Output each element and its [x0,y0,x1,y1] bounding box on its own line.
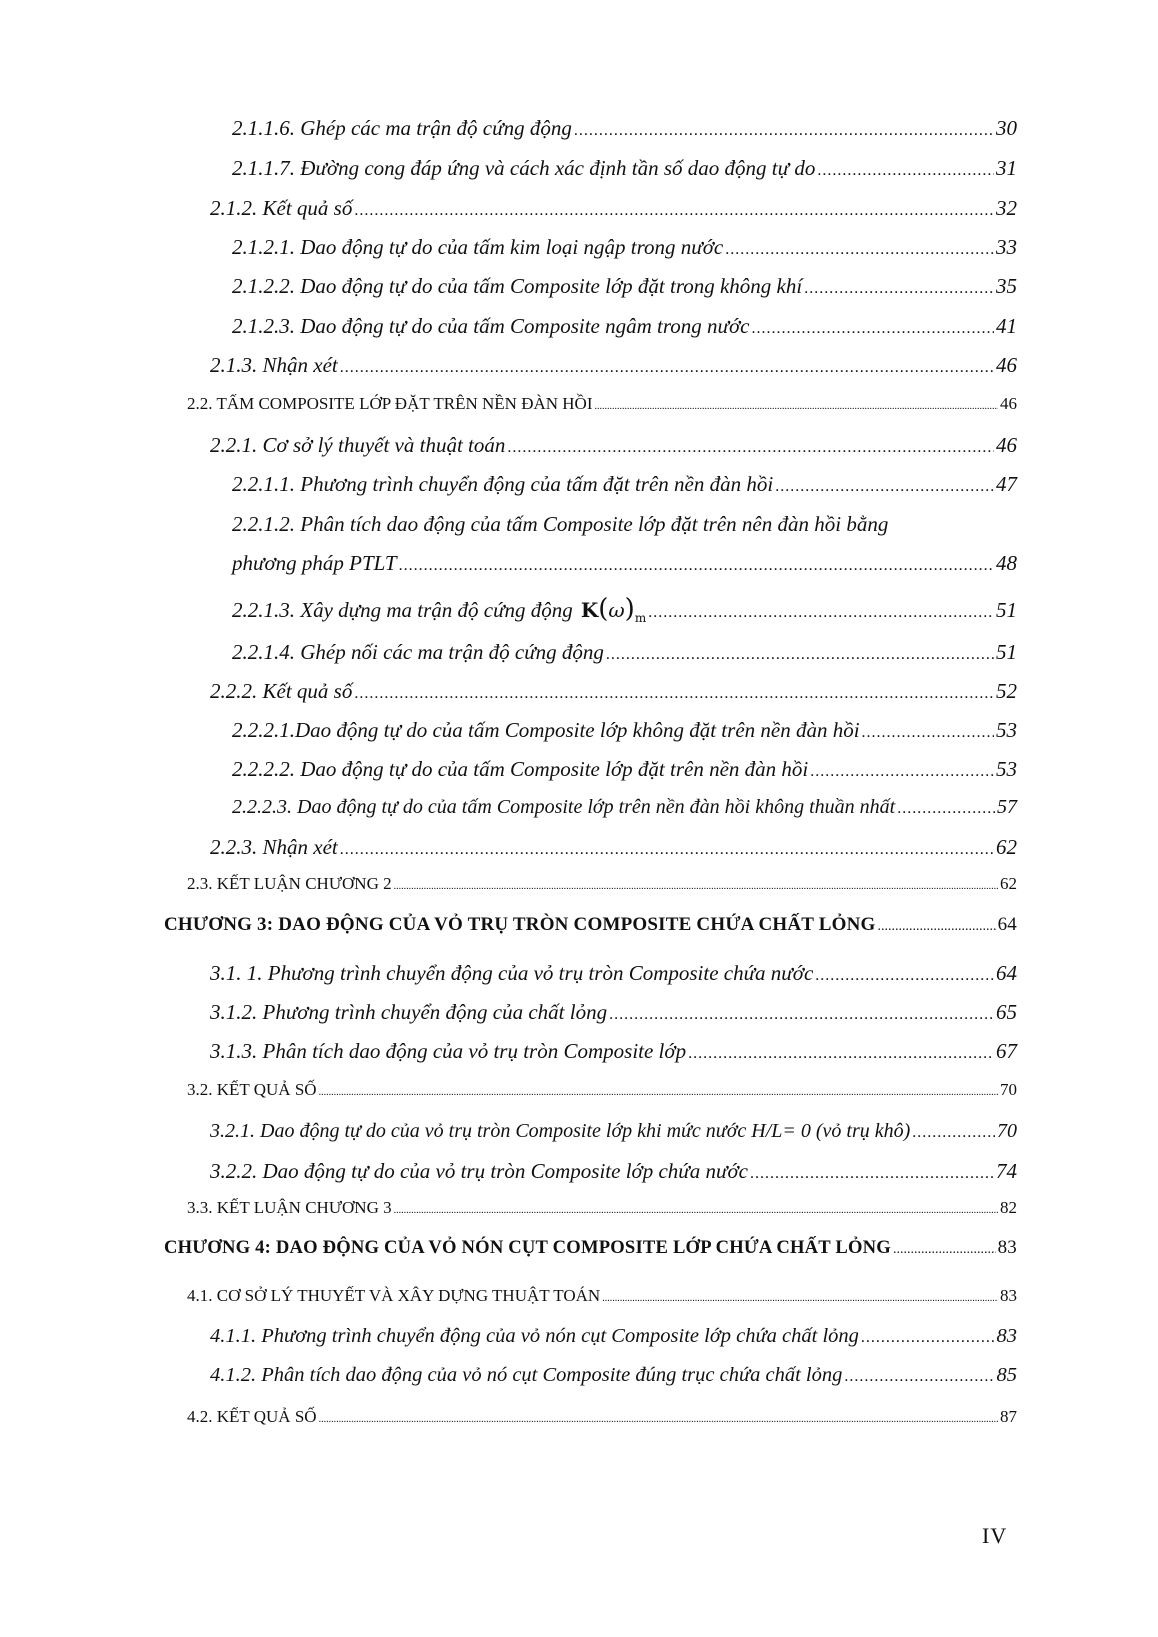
toc-entry-page: 82 [1000,1198,1017,1217]
toc-entry-page: 85 [996,1364,1017,1386]
toc-entry-title: 2.1.2.3. Dao động tự do của tấm Composite ngâm trong nước [232,314,750,338]
dot-leader [862,724,994,742]
toc-section [187,1198,1017,1218]
formula-paren-open: ( [598,594,609,624]
toc-entry [232,796,1017,819]
toc-entry-page: 51 [996,640,1017,664]
dot-leader [648,604,994,622]
toc-entry [210,1325,1017,1348]
toc-entry-title: 3.1.2. Phương trình chuyển động của chất lỏng [210,1000,608,1024]
toc-entry-page: 65 [996,1000,1017,1024]
toc-entry-title: 2.1.2.1. Dao động tự do của tấm kim loại ngập trong nước [232,235,724,259]
toc-entry-page: 83 [996,1325,1017,1347]
dot-leader [319,1414,998,1425]
toc-entry-title: 2.2.1.3. Xây dựng ma trận độ cứng động [232,598,573,622]
toc-entry-page: 87 [1000,1407,1017,1426]
dot-leader [606,646,994,664]
toc-entry [210,1000,1017,1025]
toc-entry [210,835,1017,860]
toc-entry [232,551,1017,576]
dot-leader [775,478,994,496]
dot-leader [394,881,998,892]
toc-entry-title: 2.2.1. Cơ sở lý thuyết và thuật toán [210,433,506,457]
toc-entry [210,679,1017,704]
toc-section [187,1407,1017,1427]
formula-subscript: m [634,611,647,625]
toc-entry-title: 3.3. KẾT LUẬN CHƯƠNG 3 [187,1198,392,1217]
toc-entry-page: 70 [1000,1080,1017,1099]
toc-entry-title: 2.2.3. Nhận xét [210,835,338,859]
dot-leader [878,919,996,935]
toc-entry-title: 3.2.1. Dao động tự do của vỏ trụ tròn Composite lớp khi mức nước H/L= 0 (vỏ trụ khô) [210,1120,911,1142]
toc-entry-title: 2.3. KẾT LUẬN CHƯƠNG 2 [187,874,392,893]
toc-entry [232,640,1017,665]
toc-entry-page: 62 [996,835,1017,859]
toc-entry-page: 52 [996,679,1017,703]
toc-entry-title: 2.1.2.2. Dao động tự do của tấm Composite lớp đặt trong không khí [232,274,803,298]
toc-entry-title: CHƯƠNG 3: DAO ĐỘNG CỦA VỎ TRỤ TRÒN COMPOSITE CHỨA CHẤT LỎNG [164,914,876,935]
dot-leader [804,280,994,298]
formula-argument: ω [608,598,625,622]
toc-entry [232,235,1017,260]
dot-leader [688,1045,994,1063]
toc-entry [210,961,1017,986]
toc-section [187,874,1017,894]
toc-entry [210,196,1017,221]
toc-entry-page: 48 [996,551,1017,575]
dot-leader [340,359,994,377]
formula-symbol: K [580,598,599,622]
toc-entry [232,274,1017,299]
toc-entry-title: 2.1.1.7. Đường cong đáp ứng và cách xác định tần số dao động tự do [232,156,816,180]
toc-chapter [164,914,1017,936]
toc-entry-title: 2.2.2.3. Dao động tự do của tấm Composite lớp trên nền đàn hồi không thuần nhất [232,796,896,818]
page-number: IV [982,1523,1008,1548]
toc-entry-title-continued: phương pháp PTLT [232,551,397,575]
dot-leader [861,1329,995,1347]
toc-entry-page: 64 [997,914,1017,935]
toc-entry-page: 57 [997,796,1017,818]
dot-leader [897,800,995,818]
dot-leader [810,763,994,781]
toc-entry-title: 4.2. KẾT QUẢ SỐ [187,1407,317,1426]
toc-entry [232,116,1017,141]
dot-leader [595,401,999,412]
toc-entry-page: 32 [996,196,1017,220]
toc-entry-title: 2.2.1.1. Phương trình chuyển động của tấm đặt trên nền đàn hồi [232,472,774,496]
toc-entry-page: 46 [1000,394,1017,413]
toc-section [187,394,1017,414]
dot-leader [399,557,994,575]
toc-entry-title: 2.1.2. Kết quả số [210,196,353,220]
toc-entry-page: 30 [996,116,1017,140]
dot-leader [574,122,994,140]
toc-entry [232,472,1017,497]
dot-leader [912,1124,995,1142]
toc-entry [210,1039,1017,1064]
toc-entry [210,1364,1017,1387]
toc-entry-title: 2.1.1.6. Ghép các ma trận độ cứng động [232,116,572,140]
dot-leader [354,685,994,703]
dot-leader [815,967,994,985]
toc-entry-page: 83 [1000,1286,1017,1305]
dot-leader [609,1006,994,1024]
toc-section [187,1286,1017,1306]
dot-leader [817,162,994,180]
toc-entry-title: 3.2. KẾT QUẢ SỐ [187,1080,317,1099]
toc-entry [232,594,1017,625]
toc-entry-title: 3.1. 1. Phương trình chuyển động của vỏ trụ tròn Composite chứa nước [210,961,814,985]
toc-entry-title: 2.1.3. Nhận xét [210,353,338,377]
toc-entry-title: 3.2.2. Dao động tự do của vỏ trụ tròn Composite lớp chứa nước [210,1159,748,1183]
toc-entry [210,353,1017,378]
toc-entry-title: CHƯƠNG 4: DAO ĐỘNG CỦA VỎ NÓN CỤT COMPOSITE LỚP CHỨA CHẤT LỎNG [164,1237,891,1258]
toc-entry-page: 51 [996,598,1017,622]
dot-leader [602,1293,998,1304]
toc-entry-page: 47 [996,472,1017,496]
toc-entry [210,1159,1017,1184]
toc-entry [232,718,1017,743]
toc-entry-page: 46 [996,433,1017,457]
toc-entry-page: 41 [996,314,1017,338]
toc-entry-page: 70 [997,1120,1017,1142]
toc-entry-page: 74 [996,1159,1017,1183]
toc-entry-title: 2.2. TẤM COMPOSITE LỚP ĐẶT TRÊN NỀN ĐÀN HỒI [187,394,593,413]
dot-leader [893,1242,996,1258]
toc-entry-title: 2.2.1.2. Phân tích dao động của tấm Composite lớp đặt trên nên đàn hồi bằng [232,512,889,536]
toc-entry-page: 46 [996,353,1017,377]
dot-leader [751,320,994,338]
toc-entry-title: 4.1.1. Phương trình chuyển động của vỏ nón cụt Composite lớp chứa chất lỏng [210,1325,859,1347]
toc-entry-title: 2.2.2. Kết quả số [210,679,353,703]
dot-leader [340,841,994,859]
toc-entry-page: 31 [996,156,1017,180]
dot-leader [354,202,994,220]
dot-leader [725,241,994,259]
dot-leader [750,1165,994,1183]
toc-entry [232,156,1017,181]
toc-entry-page: 53 [996,757,1017,781]
toc-section [187,1080,1017,1100]
toc-entry-title: 4.1. CƠ SỞ LÝ THUYẾT VÀ XÂY DỰNG THUẬT TOÁN [187,1286,601,1305]
toc-entry-page: 35 [996,274,1017,298]
toc-entry-page: 53 [996,718,1017,742]
stiffness-matrix-formula [581,594,646,625]
formula-paren-close: ) [624,594,635,624]
toc-entry-page: 67 [996,1039,1017,1063]
dot-leader [844,1368,994,1386]
toc-entry [232,314,1017,339]
dot-leader [319,1087,998,1098]
dot-leader [507,439,994,457]
toc-entry-page: 64 [996,961,1017,985]
toc-entry-title: 3.1.3. Phân tích dao động của vỏ trụ tròn Composite lớp [210,1039,687,1063]
toc-entry-page: 62 [1000,874,1017,893]
dot-leader [394,1205,998,1216]
toc-entry-title: 2.2.2.2. Dao động tự do của tấm Composite lớp đặt trên nền đàn hồi [232,757,809,781]
toc-entry-title: 2.2.2.1.Dao động tự do của tấm Composite lớp không đặt trên nền đàn hồi [232,718,860,742]
toc-chapter [164,1237,1017,1259]
toc-entry-title: 2.2.1.4. Ghép nối các ma trận độ cứng động [232,640,604,664]
toc-entry [210,433,1017,458]
toc-entry-page: 83 [997,1237,1017,1258]
toc-entry-page: 33 [996,235,1017,259]
toc-entry [232,757,1017,782]
toc-entry-title: 4.1.2. Phân tích dao động của vỏ nó cụt Composite đúng trục chứa chất lỏng [210,1364,843,1386]
toc-entry [210,1120,1017,1143]
